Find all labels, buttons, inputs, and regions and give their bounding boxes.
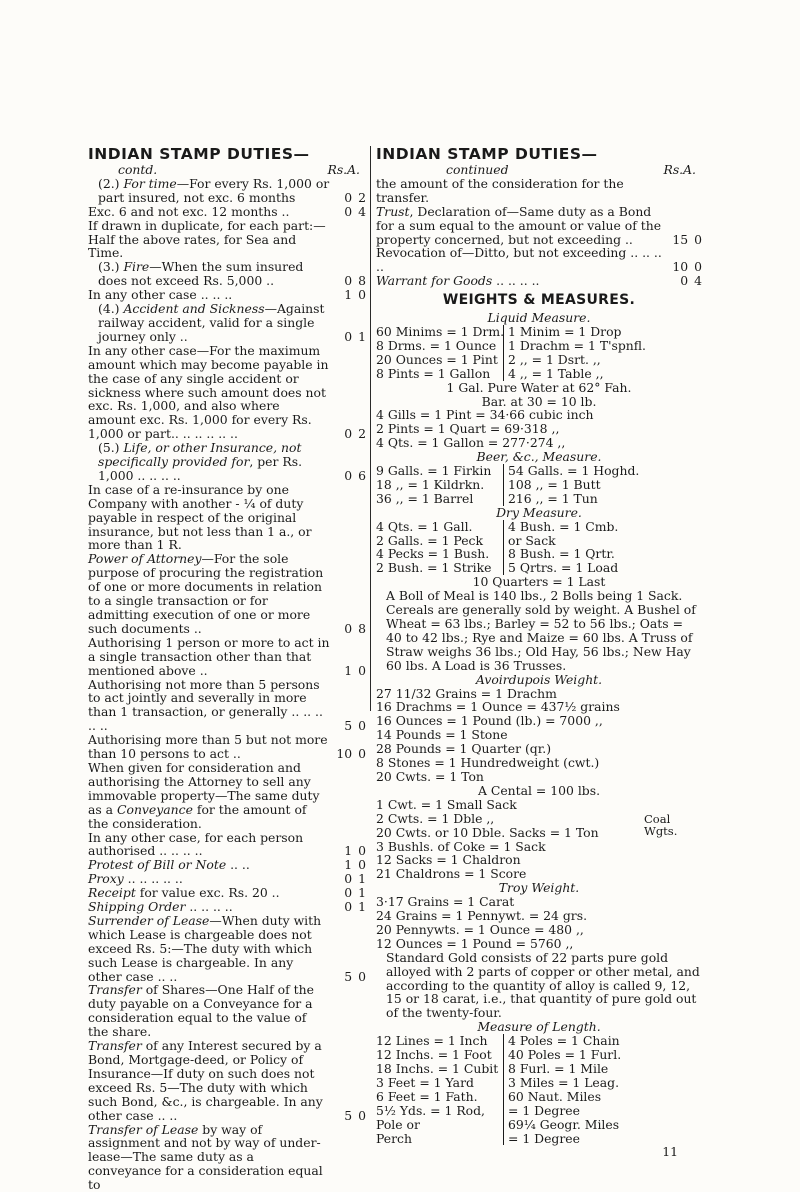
length-cell: 6 Feet = 1 Fath.: [376, 1090, 504, 1104]
left-entry: [88, 441, 366, 483]
left-entry: [88, 678, 366, 734]
entry-amount: 1 0: [344, 857, 366, 873]
avoir-line: 27 11/32 Grains = 1 Drachm: [376, 685, 557, 701]
liquid-cell: 1 Drachm = 1 T'spnfl.: [508, 337, 646, 353]
entry-amount: 10 0: [672, 259, 702, 275]
entry-text: In any other case—For the maximum amount which may become payable in the case of any single accident or sickness where such amount does not exc. Rs. 1,000, and also where amount exc. Rs. 1,000 for every Rs. 1,000 or part.. .. .. .. .. ..: [88, 342, 329, 442]
length-cell: 40 Poles = 1 Furl.: [508, 1047, 622, 1063]
liquid-grid: [376, 325, 702, 381]
left-column: [88, 146, 366, 1192]
entry-amount: 5 0: [344, 968, 366, 984]
left-entry: [88, 219, 366, 261]
entry-text: Authorising 1 person or more to act in a single transaction other than that mentioned above ..: [88, 634, 330, 678]
dry-paragraph: A Boll of Meal is 140 lbs., 2 Bolls being 1 Sack. Cereals are generally sold by weight. A Bushel of Wheat = 63 lbs.; Barley = 52 to 56 lbs.; Oats = 40 to 42 lbs.; Rye and Maize = 60 lbs. A Truss of Straw weighs 36 lbs.; Old Hay, 56 lbs.; New Hay 60 lbs. A Load is 36 Trusses.: [386, 588, 696, 673]
liquid-line: Bar. at 30 = 10 lb.: [481, 393, 597, 409]
entry-text: (4.) Accident and Sickness—Against railway accident, valid for a single journey only ..: [98, 301, 325, 344]
entry-text: Transfer of any Interest secured by a Bond, Mortgage-deed, or Policy of Insurance—If duty on such does not exceed Rs. 5—The duty with which such Bond, &c., is chargeable. In any other case .. ..: [88, 1038, 323, 1123]
troy-line: 20 Pennywts. = 1 Ounce = 480 ,,: [376, 921, 584, 937]
entry-amount: 1 0: [344, 287, 366, 303]
length-grid: [376, 1034, 702, 1145]
entry-amount: 1 0: [344, 843, 366, 859]
left-entry: [88, 483, 366, 553]
beer-cell: 108 ,, = 1 Butt: [508, 476, 601, 492]
left-entry: [88, 302, 366, 344]
entry-text: the amount of the consideration for the transfer.: [376, 175, 624, 205]
left-entry: [88, 344, 366, 441]
entry-amount: 0 4: [680, 273, 702, 289]
entry-amount: 0 2: [344, 426, 366, 442]
length-cell: = 1 Degree: [508, 1130, 580, 1146]
entry-amount: 0 2: [344, 189, 366, 205]
beer-grid: [376, 464, 702, 506]
liquid-line: 4 Qts. = 1 Gallon = 277·274 ,,: [376, 435, 566, 451]
entry-amount: 0 1: [344, 871, 366, 887]
entry-amount: 5 0: [344, 1107, 366, 1123]
avoir-line: 8 Stones = 1 Hundredweight (cwt.): [376, 755, 600, 771]
dry-cell: 4 Bush. = 1 Cmb.: [508, 518, 619, 534]
right-entries: [376, 177, 702, 288]
length-cell: 5½ Yds. = 1 Rod,: [376, 1104, 504, 1118]
weights-title: WEIGHTS & MEASURES.: [442, 292, 636, 309]
left-entry: [88, 1039, 366, 1122]
avoir-line: 20 Cwts. or 10 Dble. Sacks = 1 Ton: [376, 824, 599, 840]
avoir-line: 14 Pounds = 1 Stone: [376, 727, 508, 743]
avoir-line: A Cental = 100 lbs.: [477, 782, 601, 798]
page-number: 11: [662, 1144, 678, 1160]
liquid-line: 2 Pints = 1 Quart = 69·318 ,,: [376, 421, 560, 437]
entry-text: Revocation of—Ditto, but not exceeding .. .. .. ..: [376, 245, 662, 275]
avoirdupois-lines: [376, 687, 702, 882]
liquid-cell: 1 Minim = 1 Drop: [508, 323, 622, 339]
entry-text: In any other case, for each person authorised .. .. .. ..: [88, 829, 304, 859]
left-entry: [88, 983, 366, 1039]
length-cell: 12 Lines = 1 Inch: [376, 1034, 504, 1048]
liquid-cell: 4 ,, = 1 Table ,,: [508, 365, 604, 381]
avoirdupois-title: Avoirdupois Weight.: [475, 671, 603, 687]
liquid-cell: 60 Minims = 1 Drm.: [376, 323, 505, 339]
avoir-line: 16 Ounces = 1 Pound (lb.) = 7000 ,,: [376, 713, 603, 729]
left-entry: [88, 858, 366, 872]
entry-text: Surrender of Lease—When duty with which Lease is chargeable does not exceed Rs. 5:—The duty with which such Lease is chargeable. In any other case .. ..: [88, 912, 322, 984]
right-entry: [376, 274, 702, 288]
dry-last: 10 Quarters = 1 Last: [472, 574, 606, 590]
entry-amount: 5 0: [344, 718, 366, 734]
beer-cell: 9 Galls. = 1 Firkin: [376, 464, 504, 478]
entry-amount: 0 4: [344, 203, 366, 219]
length-cell: 3 Miles = 1 Leag.: [508, 1074, 620, 1090]
avoir-line: 3 Bushls. of Coke = 1 Sack: [376, 838, 546, 854]
entry-text: Transfer of Lease by way of assignment and not by way of under-lease—The same duty as a conveyance for a consideration equal to: [88, 1121, 323, 1192]
length-cell: 4 Poles = 1 Chain: [508, 1033, 620, 1049]
column-divider: [370, 146, 371, 711]
entry-text: In any other case .. .. ..: [88, 287, 233, 303]
length-cell: 8 Furl. = 1 Mile: [508, 1061, 609, 1076]
entry-text: Protest of Bill or Note .. ..: [88, 857, 250, 873]
left-entry: [88, 872, 366, 886]
left-subheading: [88, 163, 366, 177]
left-entry: [88, 886, 366, 900]
entry-amount: 0 6: [344, 467, 366, 483]
entry-amount: 0 1: [344, 328, 366, 344]
avoir-line: 12 Sacks = 1 Chaldron: [376, 852, 521, 868]
troy-line: 12 Ounces = 1 Pound = 5760 ,,: [376, 935, 574, 951]
length-cell: 12 Inchs. = 1 Foot: [376, 1048, 504, 1062]
troy-title: Troy Weight.: [498, 880, 580, 896]
avoir-line: 28 Pounds = 1 Quarter (qr.): [376, 741, 552, 757]
avoir-line: 1 Cwt. = 1 Small Sack: [376, 796, 517, 812]
left-entry: [88, 636, 366, 678]
entry-text: (5.) Life, or other Insurance, not specifically provided for, per Rs. 1,000 .. .. .. ..: [98, 440, 303, 483]
entry-text: Transfer of Shares—One Half of the duty payable on a Conveyance for a consideration equal to the value of the share.: [88, 982, 314, 1040]
troy-lines: [376, 895, 702, 951]
entry-text: (3.) Fire—When the sum insured does not exceed Rs. 5,000 ..: [98, 259, 304, 289]
dry-cell: 2 Bush. = 1 Strike: [376, 561, 504, 575]
dry-title: Dry Measure.: [496, 504, 582, 520]
beer-cell: 36 ,, = 1 Barrel: [376, 492, 504, 506]
left-currency: Rs.A.: [327, 162, 360, 177]
beer-cell: 18 ,, = 1 Kildrkn.: [376, 478, 504, 492]
left-title: INDIAN STAMP DUTIES—: [88, 145, 310, 163]
entry-amount: 0 1: [344, 885, 366, 901]
length-cell: 18 Inchs. = 1 Cubit: [376, 1062, 504, 1076]
entry-text: Warrant for Goods .. .. .. ..: [376, 273, 540, 289]
entry-text: Authorising more than 5 but not more than 10 persons to act ..: [88, 732, 328, 762]
right-entry: [376, 205, 702, 247]
dry-cell: or Sack: [508, 532, 556, 548]
left-entry: [88, 205, 366, 219]
left-entry: [88, 900, 366, 914]
liquid-line: 1 Gal. Pure Water at 62° Fah.: [446, 379, 632, 395]
avoir-line: 16 Drachms = 1 Ounce = 437½ grains: [376, 699, 620, 715]
left-entry: [88, 914, 366, 984]
liquid-cell: 20 Ounces = 1 Pint: [376, 353, 504, 367]
left-entry: [88, 177, 366, 205]
left-subtitle: contd.: [118, 162, 158, 177]
left-entry: [88, 260, 366, 288]
coal-label: Coal Wgts.: [644, 811, 678, 838]
length-cell: Pole or: [376, 1118, 504, 1132]
dry-cell: 8 Bush. = 1 Qrtr.: [508, 546, 615, 562]
entry-text: Power of Attorney—For the sole purpose of procuring the registration of one or more documents in relation to a single transaction or for admitting execution of one or more such documents ..: [88, 551, 324, 636]
liquid-title: Liquid Measure.: [487, 310, 591, 326]
length-title: Measure of Length.: [477, 1019, 601, 1035]
right-column: [376, 146, 702, 1159]
avoir-line: 21 Chaldrons = 1 Score: [376, 866, 527, 882]
dry-cell: 5 Qrtrs. = 1 Load: [508, 560, 619, 576]
length-cell: = 1 Degree: [508, 1102, 580, 1118]
dry-cell: 4 Pecks = 1 Bush.: [376, 547, 504, 561]
dry-grid: [376, 520, 702, 576]
entry-text: Exc. 6 and not exc. 12 months ..: [88, 203, 290, 219]
left-entry: [88, 288, 366, 302]
entry-amount: 15 0: [672, 231, 702, 247]
right-title: INDIAN STAMP DUTIES—: [376, 145, 598, 163]
left-entry: [88, 831, 366, 859]
liquid-line: 4 Gills = 1 Pint = 34·66 cubic inch: [376, 407, 594, 423]
left-entries: [88, 177, 366, 1192]
entry-text: Receipt for value exc. Rs. 20 ..: [88, 885, 280, 901]
beer-title: Beer, &c., Measure.: [476, 449, 602, 465]
entry-amount: 0 8: [344, 273, 366, 289]
liquid-cell: 8 Drms. = 1 Ounce: [376, 339, 504, 353]
avoir-line: 20 Cwts. = 1 Ton: [376, 768, 484, 784]
entry-amount: 1 0: [344, 662, 366, 678]
troy-paragraph: Standard Gold consists of 22 parts pure gold alloyed with 2 parts of copper or other metal, and according to the quantity of alloy is called 9, 12, 15 or 18 carat, i.e., that quantity of pure gold out of the twenty-four.: [386, 949, 700, 1021]
avoirdupois-block: [376, 687, 702, 882]
entry-text: If drawn in duplicate, for each part:—Half the above rates, for Sea and Time.: [88, 217, 326, 261]
entry-text: Trust, Declaration of—Same duty as a Bond for a sum equal to the amount or value of the property concerned, but not exceeding ..: [376, 203, 662, 247]
troy-line: 24 Grains = 1 Pennywt. = 24 grs.: [376, 908, 588, 924]
right-currency: Rs.A.: [663, 162, 696, 177]
length-cell: Perch: [376, 1132, 504, 1146]
left-entry: [88, 1123, 366, 1192]
entry-amount: 10 0: [336, 746, 366, 762]
right-subtitle: continued: [446, 162, 509, 177]
troy-line: 3·17 Grains = 1 Carat: [376, 894, 515, 910]
left-entry: [88, 733, 366, 761]
dry-cell: 4 Qts. = 1 Gall.: [376, 520, 504, 534]
length-cell: 69¼ Geogr. Miles: [508, 1116, 620, 1132]
length-cell: 3 Feet = 1 Yard: [376, 1076, 504, 1090]
entry-text: Authorising not more than 5 persons to act jointly and severally in more than 1 transaction, or generally .. .. .. .. ..: [88, 676, 323, 734]
left-entry: [88, 552, 366, 635]
right-entry: [376, 246, 702, 274]
length-cell: 60 Naut. Miles: [508, 1088, 602, 1104]
entry-text: Proxy .. .. .. .. ..: [88, 871, 183, 887]
right-subheading: [376, 163, 702, 177]
left-entry: [88, 761, 366, 831]
entry-text: (2.) For time—For every Rs. 1,000 or part insured, not exc. 6 months: [98, 175, 330, 205]
beer-cell: 216 ,, = 1 Tun: [508, 490, 598, 506]
right-entry: [376, 177, 702, 205]
entry-amount: 0 8: [344, 620, 366, 636]
liquid-cell: 2 ,, = 1 Dsrt. ,,: [508, 351, 601, 367]
beer-cell: 54 Galls. = 1 Hoghd.: [508, 463, 640, 479]
entry-text: Shipping Order .. .. .. ..: [88, 899, 233, 915]
avoir-line: 2 Cwts. = 1 Dble ,,: [376, 810, 495, 826]
entry-amount: 0 1: [344, 899, 366, 915]
dry-cell: 2 Galls. = 1 Peck: [376, 534, 504, 548]
entry-text: In case of a re-insurance by one Company with another - ¼ of duty payable in respect of the original insurance, but not less than 1 a., or more than 1 R.: [88, 481, 312, 553]
entry-text: When given for consideration and authorising the Attorney to sell any immovable property—The same duty as a Conveyance for the amount of the consideration.: [88, 759, 320, 831]
liquid-cell: 8 Pints = 1 Gallon: [376, 367, 504, 381]
liquid-lines: [376, 381, 702, 451]
